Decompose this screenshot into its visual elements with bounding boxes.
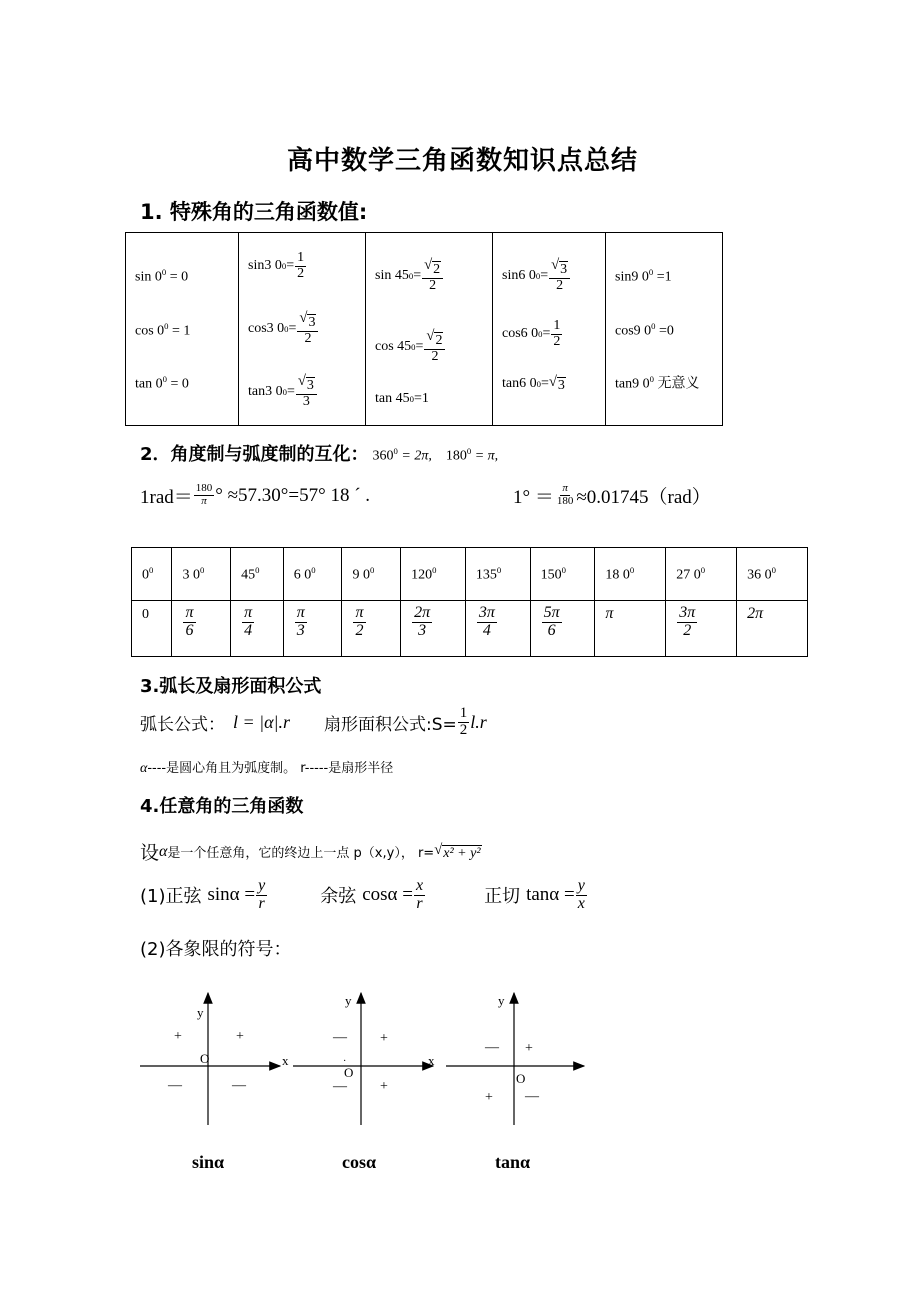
deg-conversion: 1° ＝ $\frac{\pi}{180}$ ≈0.01745（rad）	[513, 482, 711, 508]
deg-rad-table	[131, 547, 808, 657]
deg-cell: 3 $0^0$	[172, 548, 231, 601]
rad-cell: $\frac{\pi}{2}$	[342, 601, 401, 657]
cos-x-label: x	[428, 1053, 435, 1068]
cos-q2-sign: —	[333, 1030, 347, 1045]
deg-cell: $135^0$	[465, 548, 530, 601]
section-1-heading: 1. 特殊角的三角函数值:	[140, 200, 368, 224]
sin-x-label: x	[282, 1053, 289, 1068]
tan-q3-sign: +	[485, 1090, 493, 1105]
cos-q1-sign: +	[380, 1031, 388, 1046]
deg-cell: $45^0$	[231, 548, 284, 601]
rad-cell: $\frac{5\pi}{6}$	[530, 601, 595, 657]
deg-cell: 36 $0^0$	[737, 548, 808, 601]
sin-q3-sign: —	[168, 1078, 182, 1093]
sin-y-label: y	[197, 1005, 204, 1020]
quadrant-signs-heading: (2)各象限的符号：	[140, 939, 292, 960]
rad-cell: 0	[132, 601, 172, 657]
section-4-heading: 4.任意角的三角函数	[140, 796, 304, 817]
cell-30deg: sin3 0 0 = $\frac{1}{2}$ cos3 0 0 = √ 3 2 tan3 0 0 = √ 3 3	[239, 233, 366, 426]
trig-defs-line: (1)正弦 sinα = $\frac{y}{r}$ 余弦 cosα = $\frac{x}{r}$ 正切 tanα = $\frac{y}{x}$	[140, 877, 585, 912]
section-3-heading: 3.弧长及扇形面积公式	[140, 676, 322, 697]
tan-q1-sign: +	[525, 1041, 533, 1056]
quadrant-diagrams	[130, 985, 600, 1130]
deg-cell: $150^0$	[530, 548, 595, 601]
page-title: 高中数学三角函数知识点总结	[287, 146, 639, 176]
sin-q1-sign: +	[236, 1029, 244, 1044]
rad-conversion: 1rad＝ $\frac{180}{\pi}$ ° ≈57.30°=57° 18 ´ .	[140, 482, 371, 508]
cell-90deg: sin9 $0^0 =1$ cos9 $0^0 =0$ tan9 $0^0$ 无意义	[606, 233, 723, 426]
deg-cell: 9 $0^0$	[342, 548, 401, 601]
rad-cell: $\frac{2\pi}{3}$	[401, 601, 466, 657]
cell-45deg: sin 45 0 = √ 2 2 cos 45 0 = √ 2 2 tan 45 0 =1	[366, 233, 493, 426]
deg-cell: $120^0$	[401, 548, 466, 601]
tan-q4-sign: —	[525, 1089, 539, 1104]
deg-cell: 6 $0^0$	[283, 548, 342, 601]
cos-q4-sign: +	[380, 1079, 388, 1094]
sin-q4-sign: —	[232, 1078, 246, 1093]
tan-origin-label: O	[516, 1071, 526, 1086]
rad-cell: $\frac{\pi}{4}$	[231, 601, 284, 657]
section-2-line: 2．角度制与弧度制的互化： $360^0 = 2\pi$, $180^0 = \pi$,	[140, 440, 498, 466]
arc-formula-line: 弧长公式： l = |α|.r 扇形面积公式:S= $\frac{1}{2}$ l.r	[140, 705, 487, 738]
cos-y-label: y	[345, 993, 352, 1008]
rad-cell: $\frac{\pi}{6}$	[172, 601, 231, 657]
tan-q2-sign: —	[485, 1040, 499, 1055]
deg-cell: 27 $0^0$	[666, 548, 737, 601]
setup-line: 设 α 是一个任意角，它的终边上一点 p（x,y）， r= √ x² + y²	[140, 841, 481, 864]
arc-note: α----是圆心角且为弧度制。 r-----是扇形半径	[140, 761, 394, 776]
sin-diagram-label: sinα	[192, 1152, 225, 1172]
sin-origin-label: O	[200, 1051, 210, 1066]
cos-dot: ·	[343, 1056, 347, 1067]
deg-cell: $0^0$	[132, 548, 172, 601]
rad-cell: 2π	[737, 601, 808, 657]
cos-q3-sign: —	[333, 1079, 347, 1094]
cell-0deg: $\sin 0^0 = 0$ $\cos 0^0 = 1$ $\tan 0^0 = 0$	[126, 233, 239, 426]
cos-quadrant-diagram	[293, 993, 435, 1125]
rad-cell: $\frac{3\pi}{4}$	[465, 601, 530, 657]
section-2-heading: 2．角度制与弧度制的互化：	[140, 444, 369, 465]
rad-cell: π	[595, 601, 666, 657]
tan-quadrant-diagram	[446, 993, 584, 1125]
deg-cell: 18 $0^0$	[595, 548, 666, 601]
cos-diagram-label: cosα	[342, 1152, 377, 1172]
sin-q2-sign: +	[174, 1029, 182, 1044]
tan-y-label: y	[498, 993, 505, 1008]
cell-60deg: sin6 0 0 = √ 3 2 cos6 0 0 = $\frac{1}{2}$ tan6 0 0 = √ 3	[493, 233, 606, 426]
special-angle-table	[125, 232, 723, 426]
rad-cell: $\frac{\pi}{3}$	[283, 601, 342, 657]
tan-diagram-label: tanα	[495, 1152, 531, 1172]
rad-cell: $\frac{3\pi}{2}$	[666, 601, 737, 657]
cos-origin-label: O	[344, 1065, 354, 1080]
sin-quadrant-diagram	[140, 993, 289, 1125]
